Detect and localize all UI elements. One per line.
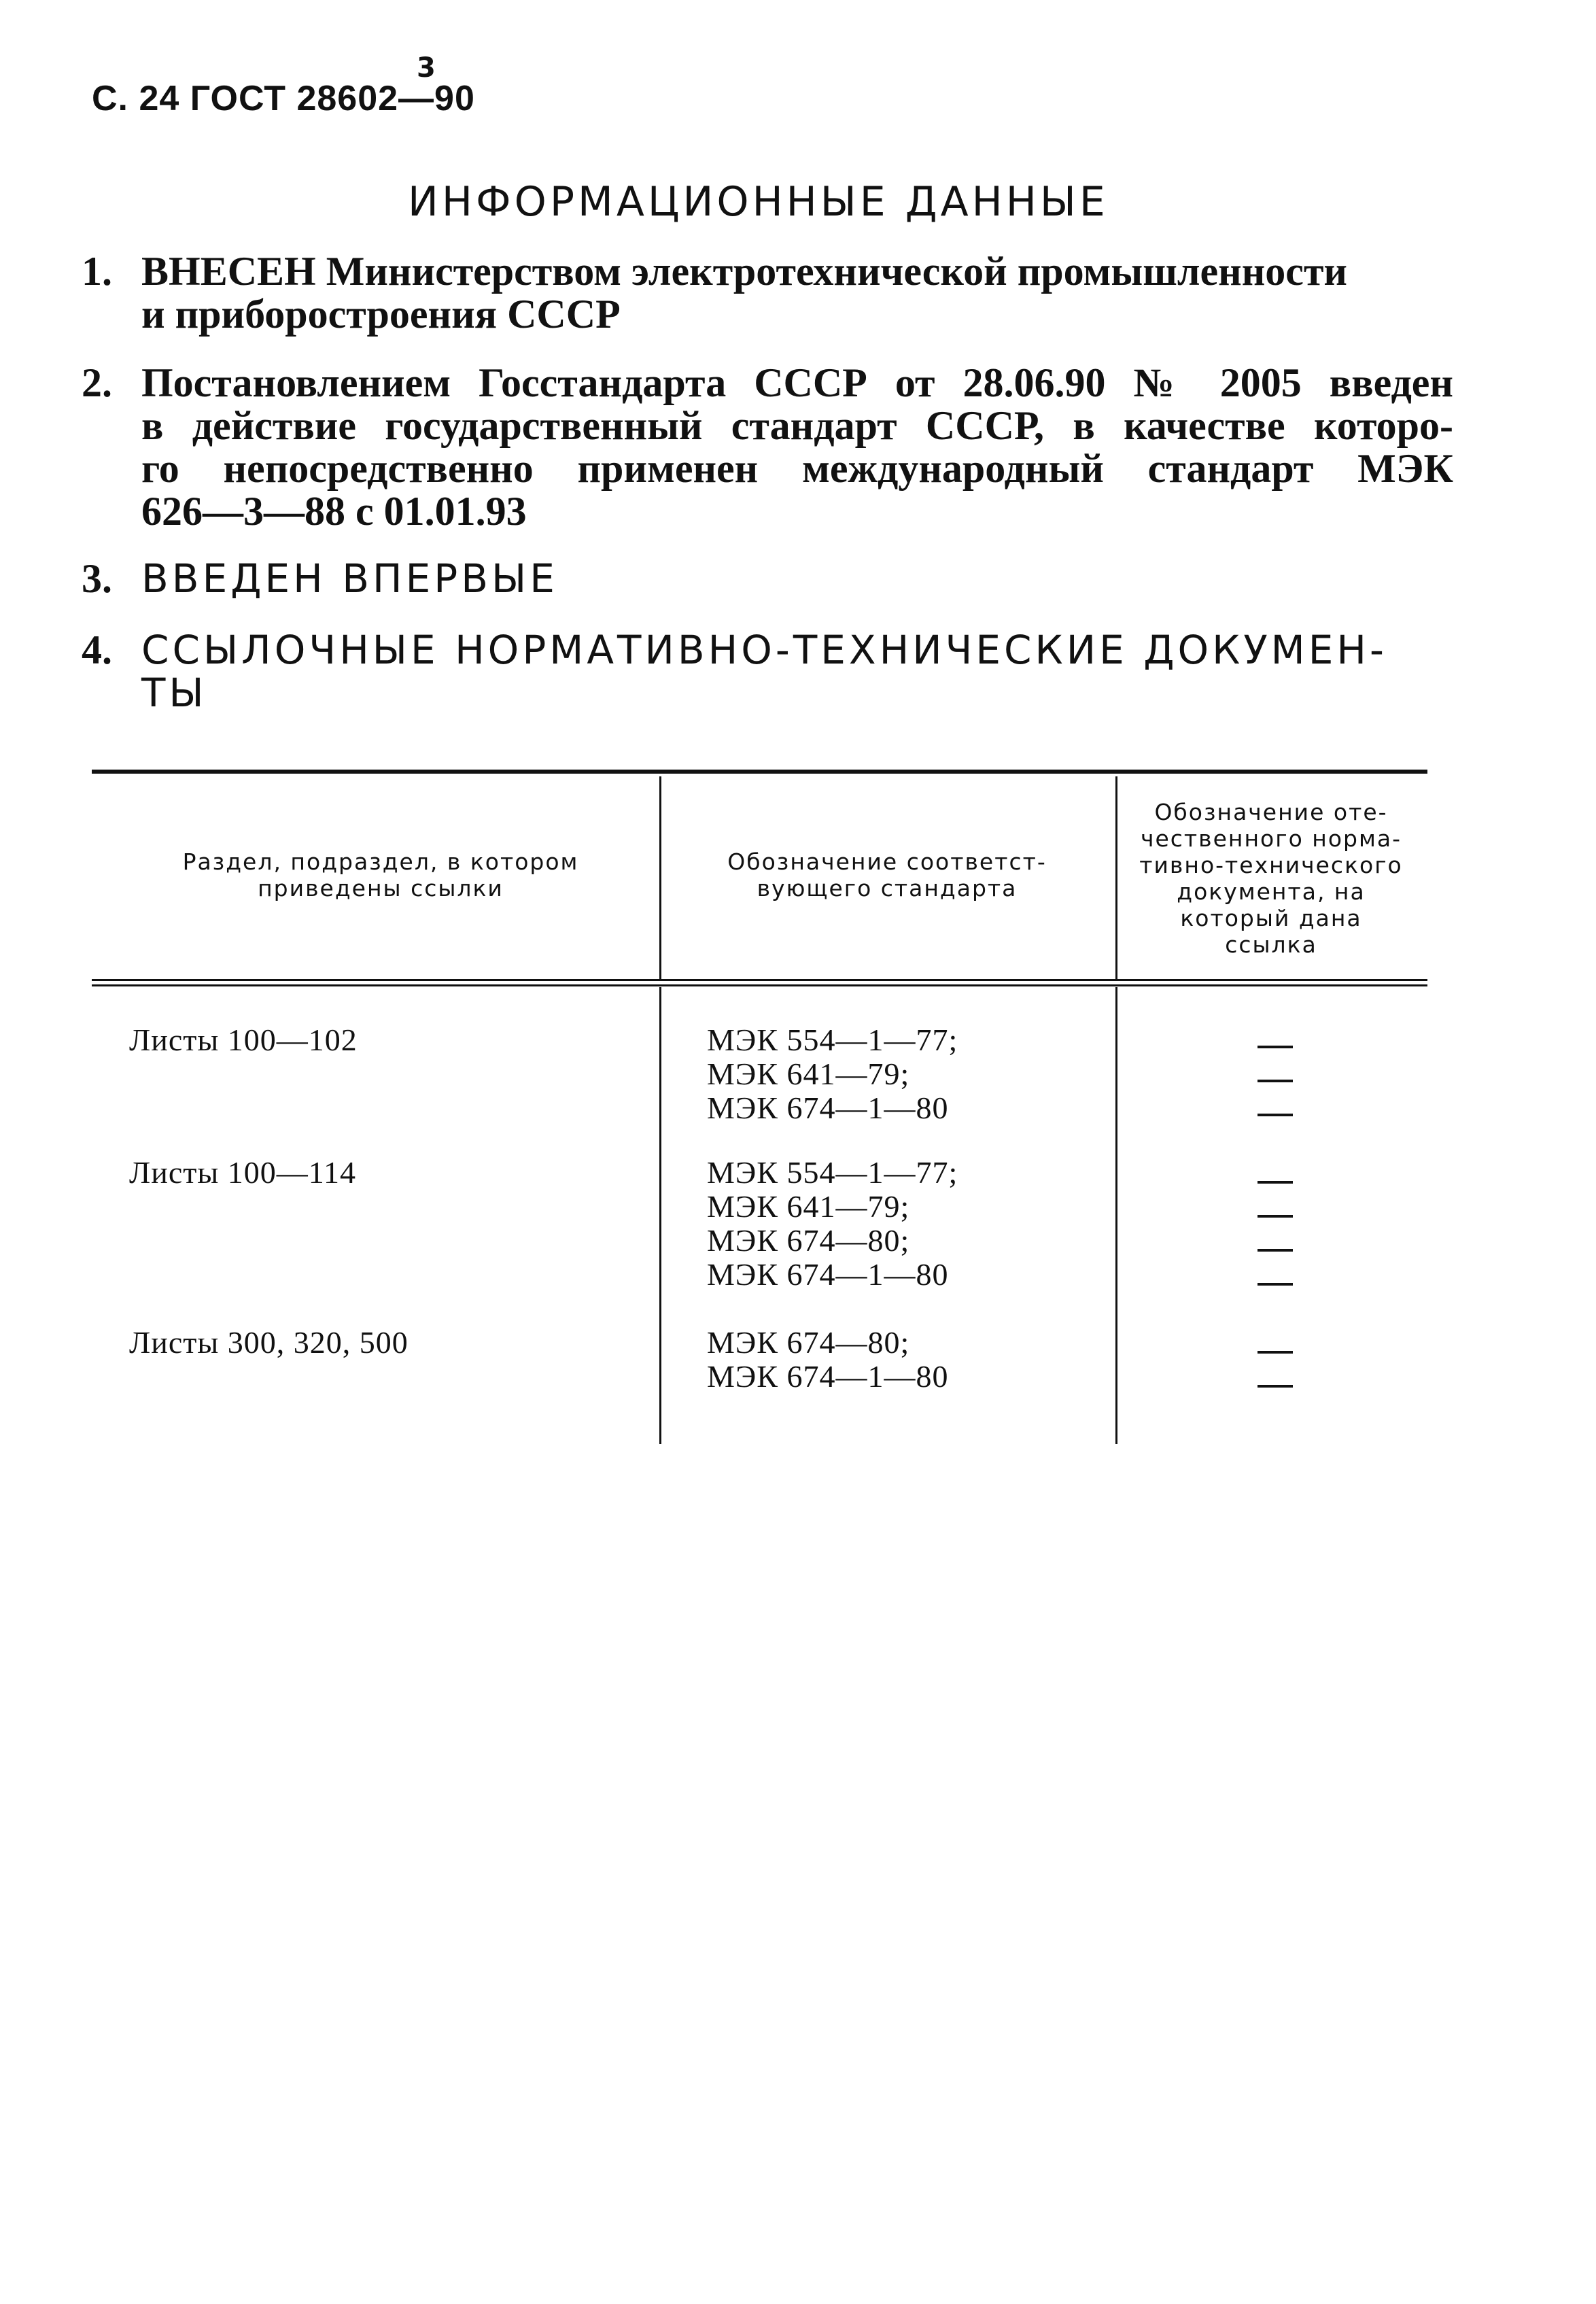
header-line: который дана bbox=[1180, 905, 1362, 931]
domestic-ref-dash bbox=[1257, 1283, 1293, 1286]
header-line: Раздел, подраздел, в котором bbox=[182, 848, 579, 875]
table-row-3-section: Листы 300, 320, 500 bbox=[129, 1325, 409, 1360]
standard-ref: МЭК 554—1—77; bbox=[707, 1155, 958, 1190]
standard-ref: МЭК 674—1—80 bbox=[707, 1257, 949, 1292]
table-header-rule-double bbox=[92, 984, 1427, 986]
item-line: ТЫ bbox=[141, 670, 207, 716]
standard-ref: МЭК 554—1—77; bbox=[707, 1022, 958, 1057]
item-line: в действие государственный стандарт СССР, в качестве которо- bbox=[141, 403, 1453, 448]
standard-ref: МЭК 674—1—80 bbox=[707, 1090, 949, 1125]
domestic-ref-dash bbox=[1257, 1249, 1293, 1252]
standard-ref: МЭК 641—79; bbox=[707, 1189, 910, 1224]
item-text bbox=[141, 250, 1453, 336]
standard-ref: МЭК 674—80; bbox=[707, 1223, 910, 1258]
item-line: ВВЕДЕН ВПЕРВЫЕ bbox=[141, 555, 558, 602]
domestic-ref-dash bbox=[1257, 1385, 1293, 1388]
item-text bbox=[141, 629, 1453, 715]
table-column-divider bbox=[659, 987, 661, 1444]
table-column-divider bbox=[659, 776, 661, 979]
table-top-rule bbox=[92, 770, 1427, 774]
table-header-domestic bbox=[1125, 799, 1417, 958]
item-text bbox=[141, 557, 1453, 600]
item-text bbox=[141, 362, 1453, 533]
header-line: чественного норма- bbox=[1140, 825, 1402, 852]
header-line: Обозначение оте- bbox=[1154, 799, 1388, 825]
domestic-ref-dash bbox=[1257, 1181, 1293, 1184]
handwritten-mark: 3 bbox=[417, 52, 436, 84]
standard-ref: МЭК 674—1—80 bbox=[707, 1359, 949, 1394]
item-line: го непосредственно применен международный стандарт МЭК bbox=[141, 446, 1453, 491]
table-header-standard bbox=[673, 848, 1101, 901]
table-column-divider bbox=[1115, 987, 1117, 1444]
domestic-ref-dash bbox=[1257, 1215, 1293, 1218]
header-line: вующего стандарта bbox=[757, 875, 1018, 901]
table-row-3-standards bbox=[707, 1326, 948, 1394]
standard-ref: МЭК 674—80; bbox=[707, 1325, 910, 1360]
item-number: 2. bbox=[82, 360, 112, 405]
table-header-section bbox=[122, 848, 639, 901]
header-line: Обозначение соответст- bbox=[727, 848, 1047, 875]
domestic-ref-dash bbox=[1257, 1351, 1293, 1354]
domestic-ref-dash bbox=[1257, 1080, 1293, 1082]
item-line: и приборостроения СССР bbox=[141, 292, 621, 337]
header-line: ссылка bbox=[1225, 931, 1317, 958]
domestic-ref-dash bbox=[1257, 1114, 1293, 1116]
item-line: ВНЕСЕН Министерством электротехнической промышленности bbox=[141, 249, 1347, 294]
standard-ref: МЭК 641—79; bbox=[707, 1056, 910, 1091]
item-number: 4. bbox=[82, 627, 112, 672]
header-line: приведены ссылки bbox=[258, 875, 504, 901]
item-line: 626—3—88 с 01.01.93 bbox=[141, 489, 527, 534]
table-row-2-section: Листы 100—114 bbox=[129, 1155, 357, 1190]
domestic-ref-dash bbox=[1257, 1046, 1293, 1048]
item-number: 3. bbox=[82, 556, 112, 601]
header-line: документа, на bbox=[1177, 878, 1366, 905]
item-line: Постановлением Госстандарта СССР от 28.06.90 № 2005 введен bbox=[141, 360, 1453, 405]
item-line: ССЫЛОЧНЫЕ НОРМАТИВНО-ТЕХНИЧЕСКИЕ ДОКУМЕН- bbox=[141, 627, 1387, 673]
table-header-rule bbox=[92, 979, 1427, 981]
table-row-1-section: Листы 100—102 bbox=[129, 1022, 358, 1057]
item-number: 1. bbox=[82, 249, 112, 294]
table-row-2-standards bbox=[707, 1156, 958, 1292]
table-column-divider bbox=[1115, 776, 1117, 979]
table-row-1-standards bbox=[707, 1023, 958, 1125]
header-line: тивно-технического bbox=[1139, 852, 1403, 878]
document-title: ИНФОРМАЦИОННЫЕ ДАННЫЕ bbox=[408, 178, 1109, 226]
page-reference: С. 24 ГОСТ 28602—90 bbox=[92, 79, 475, 118]
page-header bbox=[92, 52, 475, 119]
